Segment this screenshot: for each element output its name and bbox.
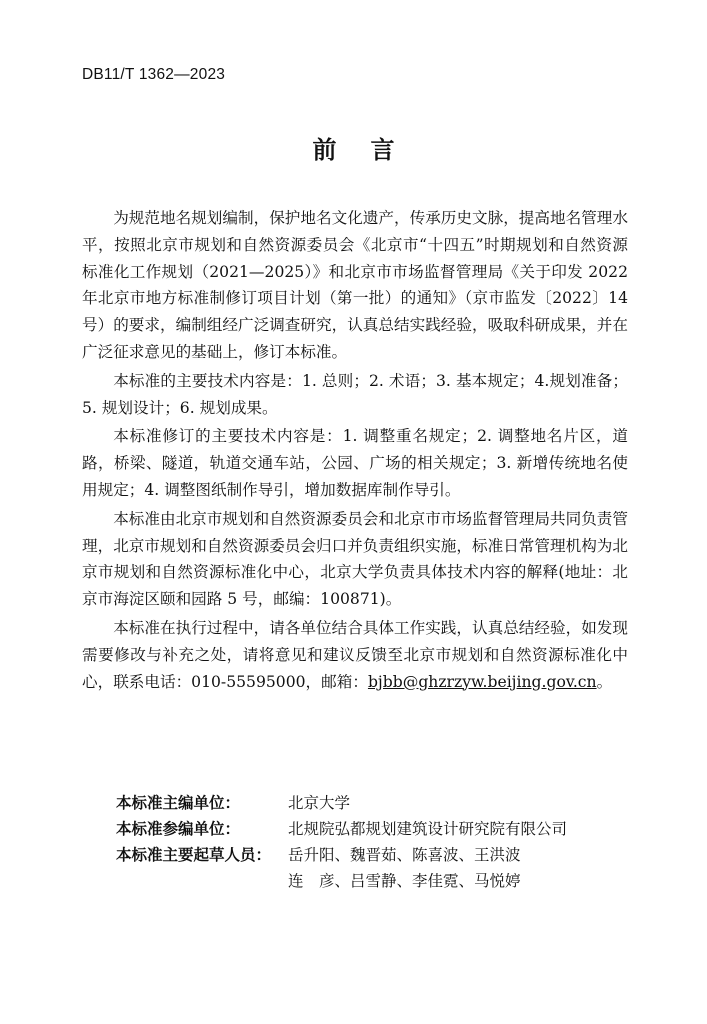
feedback-end: 。 [596,672,613,691]
credit-chief-row [116,790,636,816]
chief-editor-value: 北京大学 [288,794,351,812]
paragraph-background: 为规范地名规划编制，保护地名文化遗产，传承历史文脉，提高地名管理水平，按照北京市规划和自然资源委员会《北京市“十四五”时期规划和自然资源标准化工作规划（2021—2025）》和北京市市场监督管理局《关于印发 2022 年北京市地方标准制修订项目计划（第一批）的通知》（京市监发〔2022〕14 号）的要求，编制组经广泛调查研究，认真总结实践经验，吸取科研成果，并在广泛征求意见的基础上，修订本标准。 [82,209,628,361]
paragraph-management: 本标准由北京市规划和自然资源委员会和北京市市场监督管理局共同负责管理，北京市规划和自然资源委员会归口并负责组织实施，标准日常管理机构为北京市规划和自然资源标准化中心，北京大学负责具体技术内容的解释(地址：北京市海淀区颐和园路 5 号，邮编：100871)。 [82,509,628,609]
participant-label: 本标准参编单位： [116,820,241,838]
drafters-label: 本标准主要起草人员： [116,846,272,864]
drafters-line-2: 连 彦、吕雪静、李佳霓、马悦婷 [288,872,521,890]
credit-participant-row [116,816,636,842]
participant-value: 北规院弘都规划建筑设计研究院有限公司 [288,820,568,838]
email-link[interactable]: bjbb@ghzrzyw.beijing.gov.cn [367,672,597,691]
credit-drafters-row [116,842,636,868]
preface-body [82,205,628,697]
drafters-line-1: 岳升阳、魏晋茹、陈喜波、王洪波 [288,846,521,864]
paragraph-feedback [82,615,628,695]
standard-code: DB11/T 1362—2023 [82,66,226,83]
paragraph-main-content: 本标准的主要技术内容是：1. 总则；2. 术语；3. 基本规定；4.规划准备；5. 规划设计；6. 规划成果。 [82,371,628,417]
chief-editor-label: 本标准主编单位： [116,794,241,812]
feedback-text: 本标准在执行过程中，请各单位结合具体工作实践，认真总结经验，如发现需要修改与补充之处，请将意见和建议反馈至北京市规划和自然资源标准化中心，联系电话：010-55595000，邮箱： [82,618,628,691]
page-title: 前言 [312,136,429,164]
credits-block [116,790,636,894]
paragraph-revision-content: 本标准修订的主要技术内容是：1. 调整重名规定；2. 调整地名片区，道路，桥梁、隧道，轨道交通车站，公园、广场的相关规定；3. 新增传统地名使用规定；4. 调整图纸制作导引，增加数据库制作导引。 [82,427,628,499]
